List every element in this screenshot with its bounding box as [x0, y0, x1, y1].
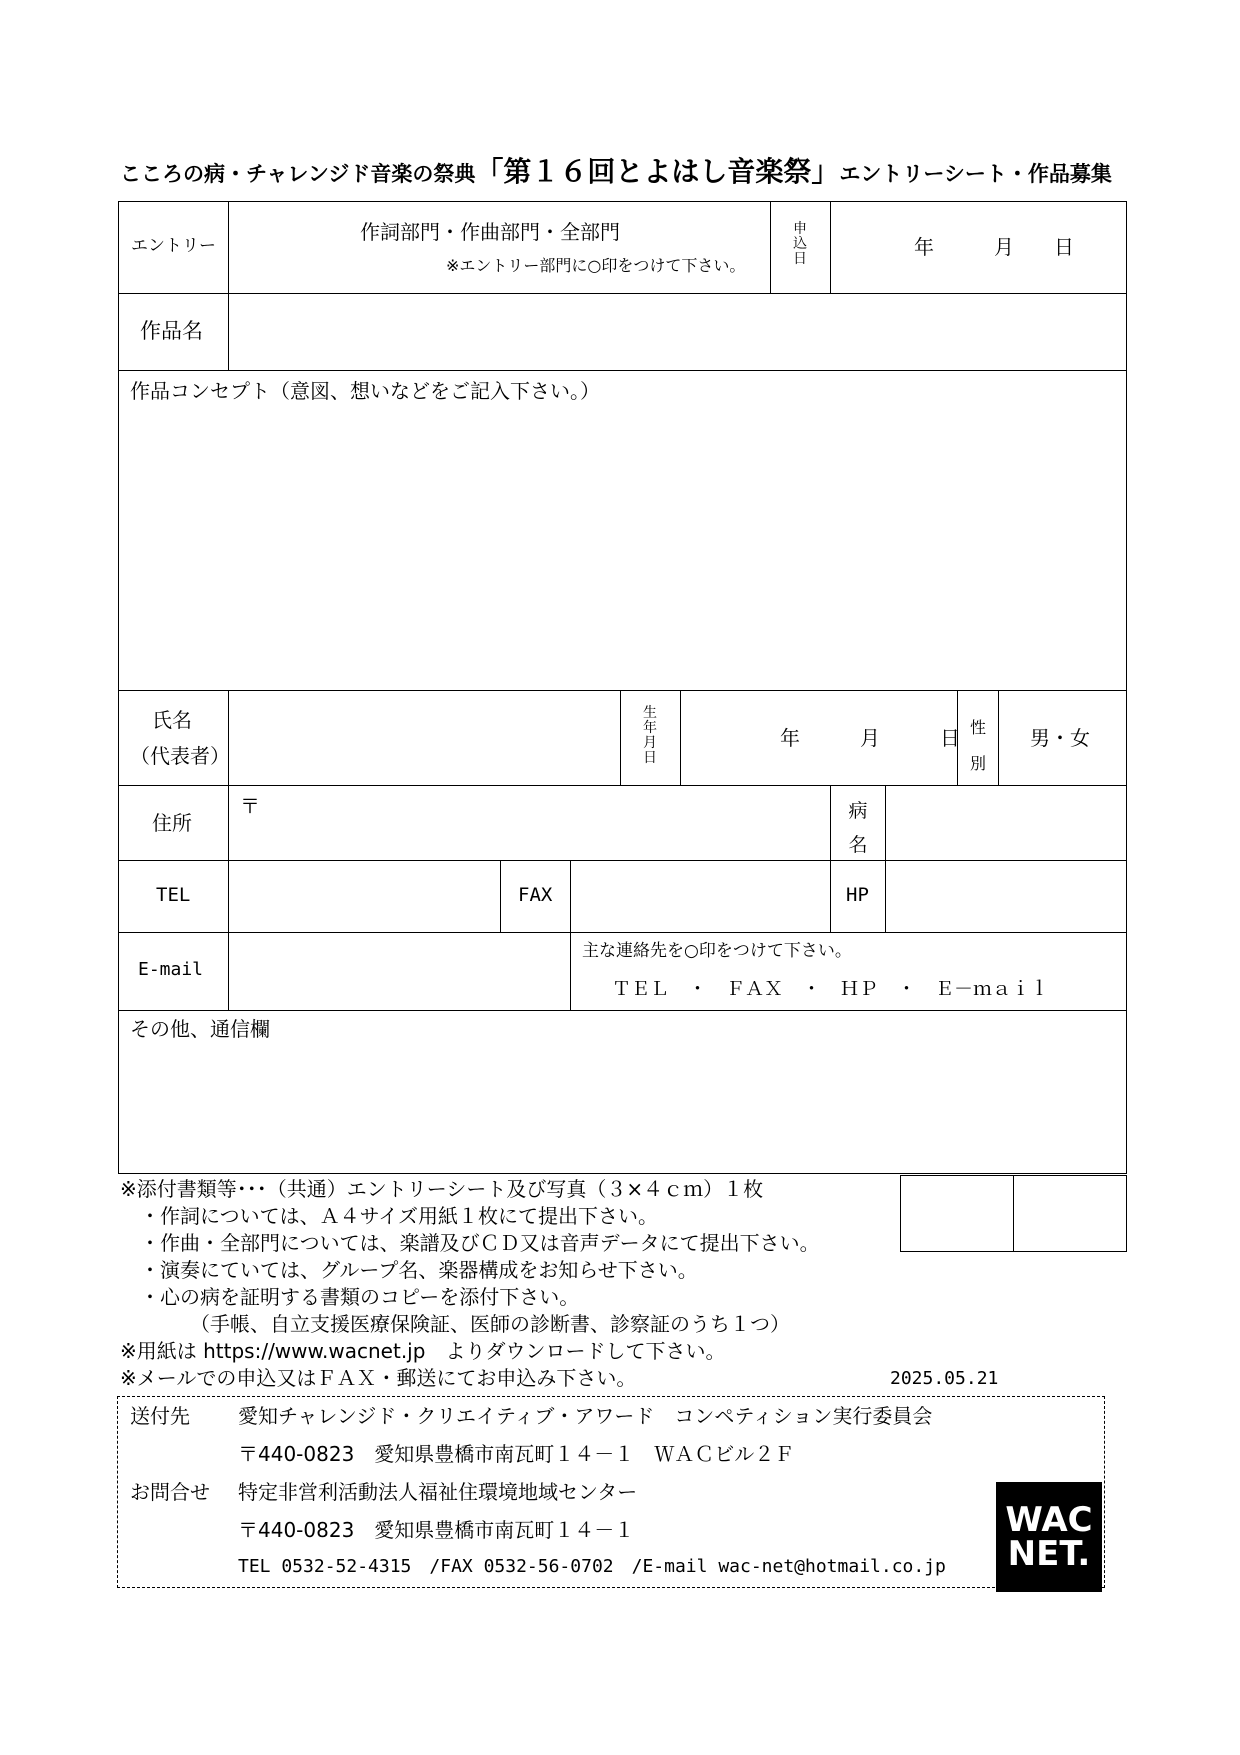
apply-date-field[interactable]: 年 月 日 — [914, 235, 1074, 259]
note-submission: ※メールでの申込又はＦＡＸ・郵送にてお申込み下さい。 — [120, 1366, 637, 1390]
inquiry-org: 特定非営利活動法人福祉住環境地域センター — [238, 1480, 638, 1504]
address-label: 住所 — [152, 811, 192, 835]
name-input[interactable] — [229, 691, 620, 785]
tel-label: TEL — [156, 884, 191, 906]
apply-date-label: 申込日 — [793, 221, 807, 267]
name-label: 氏名 — [152, 708, 192, 732]
disease-label: 病名 — [848, 800, 868, 856]
document-date: 2025.05.21 — [890, 1368, 999, 1389]
work-title-input[interactable] — [229, 294, 1126, 370]
contact-details[interactable]: TEL 0532-52-4315 /FAX 0532-56-0702 /E-mail wac-net@hotmail.co.jp — [238, 1556, 946, 1577]
send-address: 〒440-0823 愛知県豊橋市南瓦町１４－１ ＷＡＣビル２Ｆ — [238, 1442, 795, 1466]
contact-options[interactable]: ＴＥＬ ・ ＦＡＸ ・ ＨＰ ・ Ｅ－ｍａｉｌ — [612, 978, 1050, 1000]
sex-options[interactable]: 男・女 — [1030, 726, 1090, 750]
title-main: 「第１６回とよはし音楽祭」 — [475, 155, 840, 188]
birth-date-field[interactable]: 年 月 日 — [780, 726, 960, 750]
hp-input[interactable] — [886, 861, 1126, 932]
title-suffix: エントリーシート・作品募集 — [839, 162, 1112, 186]
entry-options[interactable]: 作詞部門・作曲部門・全部門 — [360, 220, 620, 244]
name-label-sub: （代表者） — [130, 744, 230, 768]
fax-input[interactable] — [571, 861, 830, 932]
remarks-input[interactable] — [119, 1046, 1126, 1172]
note-certificate: ・心の病を証明する書類のコピーを添付下さい。 — [120, 1285, 580, 1309]
contact-note: 主な連絡先を○印をつけて下さい。 — [582, 941, 852, 961]
wacnet-logo — [996, 1482, 1102, 1592]
inquiry-label: お問合せ — [130, 1480, 210, 1504]
birth-label: 生年月日 — [643, 705, 657, 766]
note-download[interactable]: ※用紙は https://www.wacnet.jp よりダウンロードして下さい。 — [120, 1339, 726, 1363]
concept-label: 作品コンセプト（意図、想いなどをご記入下さい。） — [130, 379, 600, 403]
work-title-label: 作品名 — [140, 319, 203, 343]
entry-note: ※エントリー部門に○印をつけて下さい。 — [446, 256, 746, 275]
fax-label: FAX — [518, 884, 553, 906]
send-org: 愛知チャレンジド・クリエイティブ・アワード コンペティション実行委員会 — [238, 1404, 933, 1428]
inquiry-address: 〒440-0823 愛知県豊橋市南瓦町１４－１ — [238, 1518, 635, 1542]
note-performance: ・演奏にていては、グループ名、楽器構成をお知らせ下さい。 — [120, 1258, 698, 1282]
concept-input[interactable] — [119, 410, 1126, 690]
entry-label: エントリー — [131, 236, 216, 256]
send-label: 送付先 — [130, 1404, 190, 1428]
sex-label: 性別 — [969, 718, 986, 773]
email-input[interactable] — [229, 933, 570, 1010]
address-input[interactable] — [229, 786, 830, 860]
postal-mark: 〒 — [240, 794, 260, 818]
title-prefix: こころの病・チャレンジド音楽の祭典 — [120, 162, 476, 186]
tel-input[interactable] — [229, 861, 500, 932]
disease-input[interactable] — [886, 786, 1126, 860]
email-label: E-mail — [138, 959, 204, 980]
logo-line-2: NET. — [1007, 1534, 1091, 1574]
page-title — [120, 150, 1112, 190]
note-attachments: ※添付書類等･･･（共通）エントリーシート及び写真（３×４ｃｍ）１枚 — [120, 1177, 764, 1201]
logo-line-1: WAC — [1005, 1500, 1093, 1540]
remarks-label: その他、通信欄 — [130, 1017, 270, 1041]
note-certificate-examples: （手帳、自立支援医療保険証、医師の診断書、診察証のうち１つ） — [120, 1312, 790, 1336]
note-composition: ・作曲・全部門については、楽譜及びＣＤ又は音声データにて提出下さい。 — [120, 1231, 820, 1255]
note-lyrics: ・作詞については、Ａ４サイズ用紙１枚にて提出下さい。 — [120, 1204, 658, 1228]
hp-label: HP — [846, 884, 869, 906]
